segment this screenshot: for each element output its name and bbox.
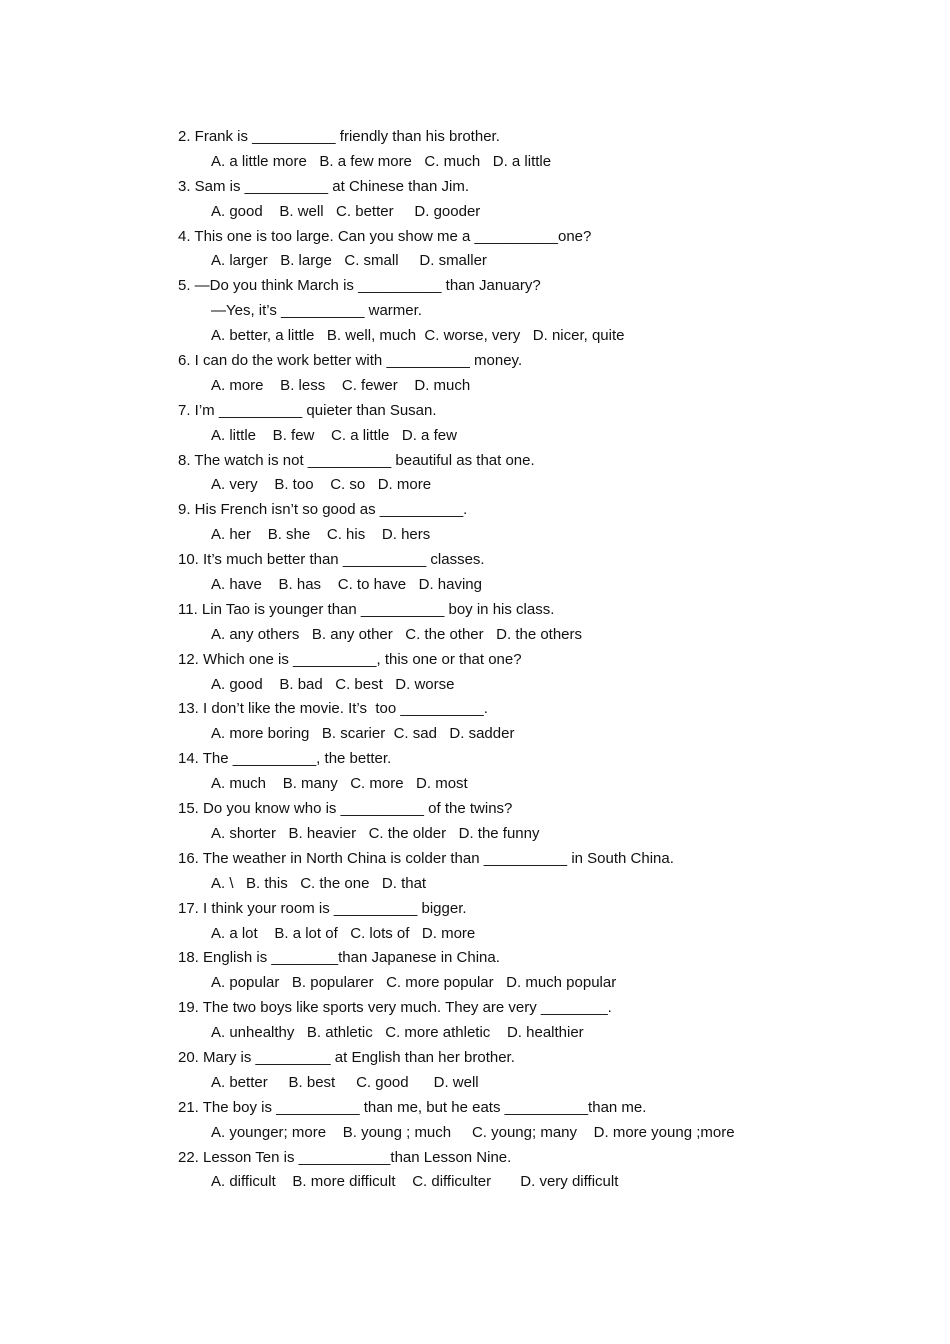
question-text: 2. Frank is __________ friendly than his brother. (178, 128, 500, 145)
answer-options: A. more boring B. scarier C. sad D. sadder (211, 725, 515, 743)
answer-options: A. better, a little B. well, much C. worse, very D. nicer, quite (211, 327, 625, 345)
answer-options: A. much B. many C. more D. most (211, 775, 468, 793)
answer-options: A. her B. she C. his D. hers (211, 526, 431, 544)
answer-options: A. good B. bad C. best D. worse (211, 675, 455, 693)
answer-options: A. unhealthy B. athletic C. more athletic D. healthier (211, 1024, 584, 1042)
question-text: 7. I’m __________ quieter than Susan. (178, 401, 437, 419)
question-text: 8. The watch is not __________ beautiful as that one. (178, 451, 535, 469)
answer-options: A. popular B. popularer C. more popular D. much popular (211, 974, 617, 992)
question-text: 12. Which one is __________, this one or that one? (178, 650, 522, 668)
question-text: 3. Sam is __________ at Chinese than Jim. (178, 177, 470, 195)
answer-options: A. shorter B. heavier C. the older D. the funny (211, 824, 540, 842)
answer-options: A. younger; more B. young ; much C. young; many D. more young ;more (211, 1123, 735, 1141)
question-text: 5. —Do you think March is __________ than January? (178, 277, 541, 295)
question-text: 18. English is ________than Japanese in China. (178, 949, 500, 967)
answer-options: A. little B. few C. a little D. a few (211, 426, 457, 444)
question-text: 19. The two boys like sports very much. They are very ________. (178, 999, 612, 1017)
question-text: 20. Mary is _________ at English than her brother. (178, 1048, 515, 1066)
answer-options: —Yes, it’s __________ warmer. (211, 302, 422, 320)
answer-options: A. have B. has C. to have D. having (211, 576, 482, 594)
question-text: 21. The boy is __________ than me, but he eats __________than me. (178, 1098, 647, 1116)
answer-options: A. \ B. this C. the one D. that (211, 874, 427, 892)
answer-options: A. any others B. any other C. the other D. the others (211, 625, 583, 643)
question-text: 16. The weather in North China is colder than __________ in South China. (178, 849, 674, 867)
question-text: 17. I think your room is __________ bigger. (178, 899, 467, 917)
answer-options: A. a little more B. a few more C. much D. a little (211, 152, 552, 170)
question-text: 4. This one is too large. Can you show me a __________one? (178, 227, 592, 245)
answer-options: A. a lot B. a lot of C. lots of D. more (211, 924, 476, 942)
question-text: 14. The __________, the better. (178, 750, 392, 768)
answer-options: A. better B. best C. good D. well (211, 1073, 479, 1091)
question-text: 13. I don’t like the movie. It’s too __________. (178, 700, 488, 718)
exercise-document (178, 125, 878, 1195)
answer-options: A. more B. less C. fewer D. much (211, 376, 471, 394)
answer-options: A. larger B. large C. small D. smaller (211, 252, 487, 270)
question-text: 9. His French isn’t so good as __________. (178, 501, 468, 519)
question-text: 11. Lin Tao is younger than __________ boy in his class. (178, 600, 555, 618)
answer-options: A. very B. too C. so D. more (211, 476, 432, 494)
question-text: 6. I can do the work better with __________ money. (178, 352, 523, 370)
answer-options: A. good B. well C. better D. gooder (211, 202, 481, 220)
question-text: 10. It’s much better than __________ classes. (178, 551, 485, 569)
question-text: 22. Lesson Ten is ___________than Lesson Nine. (178, 1148, 512, 1166)
answer-options: A. difficult B. more difficult C. difficulter D. very difficult (211, 1173, 619, 1191)
question-text: 15. Do you know who is __________ of the twins? (178, 800, 513, 818)
